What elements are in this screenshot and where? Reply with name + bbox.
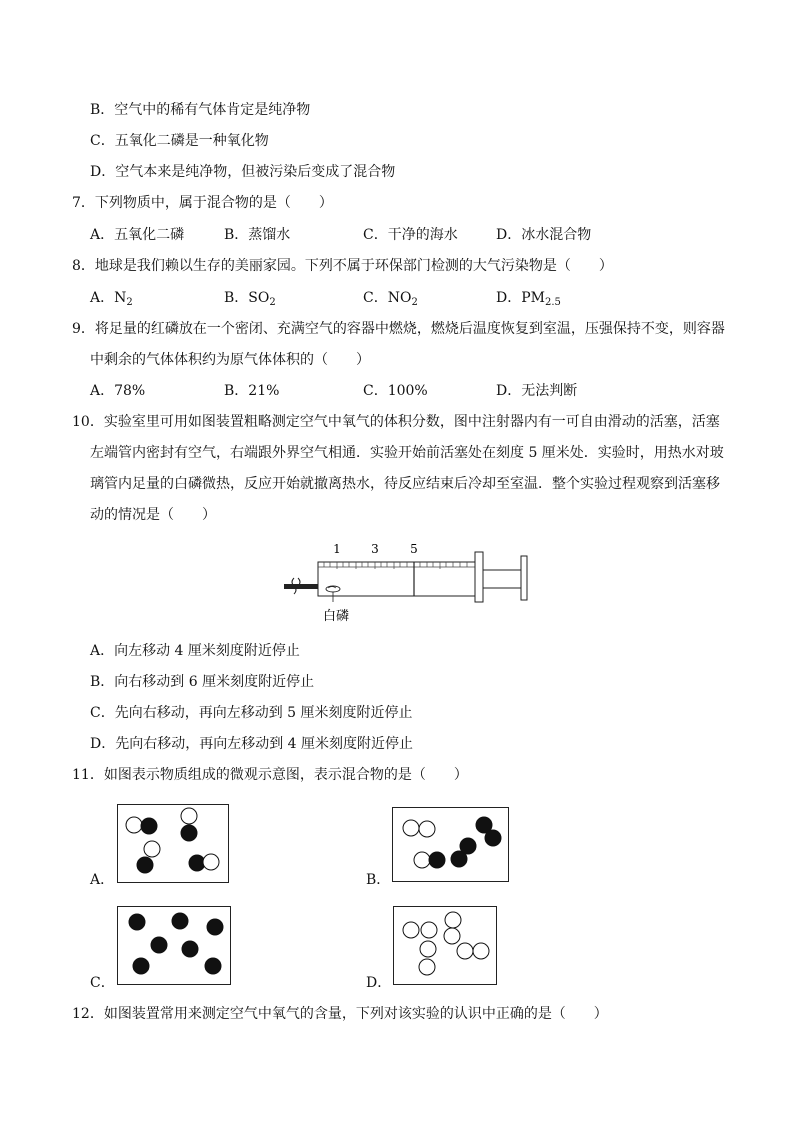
tick-label-3: 3 — [371, 542, 379, 556]
q9-option-c: C．100% — [363, 383, 428, 399]
q7-option-b: B．蒸馏水 — [224, 227, 291, 243]
q8-option-d: D．$PM_{2.5}$ — [496, 290, 561, 308]
plunger-cap — [521, 556, 527, 600]
q7-option-d: D．冰水混合物 — [496, 227, 592, 243]
q8-stem: 8．地球是我们赖以生存的美丽家园。下列不属于环保部门检测的大气污染物是（ ） — [72, 258, 613, 274]
q10-stem-line2: 左端管内密封有空气，右端跟外界空气相通．实验开始前活塞处在刻度 5 厘米处．实验时，用热水对玻 — [90, 445, 724, 461]
q10-stem-line3: 璃管内足量的白磷微热，反应开始就撤离热水，待反应结束后冷却至室温．整个实验过程观察到活塞移 — [90, 476, 720, 492]
q11-box-b — [392, 807, 509, 882]
q8-option-a: A．$N_2$ — [90, 290, 133, 308]
q10-option-c: C．先向右移动，再向左移动到 5 厘米刻度附近停止 — [90, 705, 413, 721]
q7-option-a: A．五氧化二磷 — [90, 227, 185, 243]
q10-option-b: B．向右移动到 6 厘米刻度附近停止 — [90, 674, 315, 690]
q9-option-d: D．无法判断 — [496, 383, 578, 399]
q7-stem: 7．下列物质中，属于混合物的是（ ） — [72, 195, 333, 211]
q6-option-d: D．空气本来是纯净物，但被污染后变成了混合物 — [90, 164, 396, 180]
q11-option-d-label: D． — [366, 975, 392, 991]
q12-stem: 12．如图装置常用来测定空气中氧气的含量，下列对该实验的认识中正确的是（ ） — [72, 1006, 608, 1022]
tick-label-5: 5 — [410, 542, 418, 556]
tick-label-1: 1 — [333, 542, 341, 556]
q10-stem-line1: 10．实验室里可用如图装置粗略测定空气中氧气的体积分数，图中注射器内有一可自由滑动的活塞，活塞 — [72, 414, 720, 430]
q10-option-a: A．向左移动 4 厘米刻度附近停止 — [90, 643, 300, 659]
q11-option-b-label: B． — [366, 872, 391, 888]
q8-option-c: C．$NO_2$ — [363, 290, 418, 308]
graduation-ticks — [324, 562, 467, 569]
label-white-phosphorus: 白磷 — [322, 609, 350, 624]
q9-option-a: A．78% — [90, 383, 146, 399]
q11-option-c-label: C． — [90, 975, 115, 991]
q7-option-c: C．干净的海水 — [363, 227, 458, 243]
q11-box-d — [393, 906, 497, 985]
stopper — [284, 584, 318, 589]
q9-stem-line1: 9．将足量的红磷放在一个密闭、充满空气的容器中燃烧，燃烧后温度恢复到室温，压强保持不变，则容器 — [72, 321, 725, 337]
q11-box-c — [117, 906, 231, 985]
syringe-figure — [280, 538, 540, 630]
q11-stem: 11．如图表示物质组成的微观示意图，表示混合物的是（ ） — [72, 767, 468, 783]
q6-option-b: B．空气中的稀有气体肯定是纯净物 — [90, 102, 311, 118]
q9-option-b: B．21% — [224, 383, 280, 399]
q10-stem-line4: 动的情况是（ ） — [90, 507, 216, 523]
q6-option-c: C．五氧化二磷是一种氧化物 — [90, 133, 269, 149]
q11-option-a-label: A． — [90, 872, 115, 888]
syringe-flange — [475, 552, 483, 602]
q8-option-b: B．$SO_2$ — [224, 290, 276, 308]
plunger-rod — [483, 570, 521, 588]
q9-stem-line2: 中剩余的气体体积约为原气体体积的（ ） — [90, 352, 370, 368]
q10-option-d: D．先向右移动，再向左移动到 4 厘米刻度附近停止 — [90, 736, 414, 752]
q11-box-a — [117, 804, 229, 883]
